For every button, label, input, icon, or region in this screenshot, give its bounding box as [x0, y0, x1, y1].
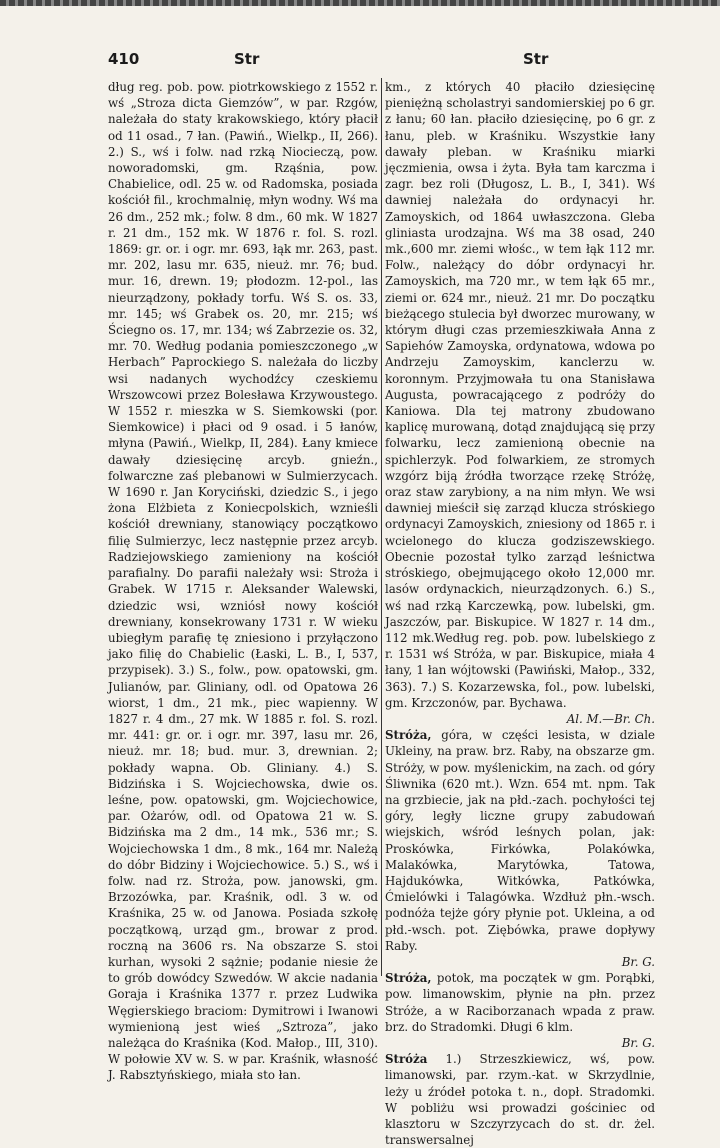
left-running-title: Str — [234, 50, 260, 68]
author-signature: Al. M.—Br. Ch. — [566, 711, 655, 726]
right-running-title: Str — [523, 50, 549, 68]
right-column — [385, 79, 655, 1148]
author-signature: Br. G. — [621, 954, 655, 969]
entry-text: potok, ma początek w gm. Porąbki, pow. limanowskim, płynie na płn. przez Stróże, a w Raciborzanach wpada z praw. brz. do Stradomki. Długi 6 klm. — [385, 971, 655, 1034]
entry-stroza-potok — [385, 970, 655, 1035]
entry-text: 1.) Strzeszkiewicz, wś, pow. limanowski, par. rzym.-kat. w Skrzydlnie, leży u źródeł potoka t. n., dopł. Stradomki. W pobliżu wsi prowadzi gościniec od klasztoru w Szczyrzycach do st. dr. żel. transwersalnej — [385, 1052, 655, 1148]
entry-stroza-gora — [385, 727, 655, 954]
column-divider — [381, 78, 382, 976]
scan-top-edge — [0, 0, 720, 6]
page-header — [108, 50, 664, 74]
left-column-text: dług reg. pob. pow. piotrkowskiego z 1552 r. wś „Stroza dicta Giemzów”, w par. Rzgów, należała do staty krakowskiego, który płacił od 11 osad., 7 łan. (Pawiń., Wielkp., II, 266). 2.) S., wś i folw. nad rzką Niocieczą, pow. noworadomski, gm. Rząśnia, pow. Chabielice, odl. 25 w. od Radomska, posiada kościół fil., krochmalnię, młyn wodny. Wś ma 26 dm., 252 mk.; folw. 8 dm., 60 mk. W 1827 r. 21 dm., 152 mk. W 1876 r. fol. S. rozl. 1869: gr. or. i ogr. mr. 693, łąk mr. 263, past. mr. 202, lasu mr. 635, nieuż. mr. 76; bud. mur. 16, drewn. 19; płodozm. 12-pol., las nieurządzony, pokłady torfu. Wś S. os. 33, mr. 145; wś Grabek os. 20, mr. 215; wś Ściegno os. 17, mr. 134; wś Zabrzezie os. 32, mr. 70. Według podania pomieszczonego „w Herbach” Paprockiego S. należała do liczby wsi nadanych wychodźcy czeskiemu Wrszowcowi przez Bolesława Krzywoustego. W 1552 r. mieszka w S. Siemkowski (por. Siemkowice) i płaci od 9 osad. i 5 łanów, młyna (Pawiń., Wielkp, II, 284). Łany kmiece dawały dziesięcinę arcyb. gnieźn., folwarczne zaś plebanowi w Sulmierzycach. W 1690 r. Jan Koryciński, dziedzic S., i jego żona Elżbieta z Koniecpolskich, wznieśli kościół drewniany, stanowiący początkowo filię Sulmierzyc, lecz następnie przez arcyb. Radziejowskiego zamieniony na kościół parafialny. Do parafii należały wsi: Stroża i Grabek. W 1715 r. Aleksander Walewski, dziedzic wsi, wzniósł nowy kościół drewniany, konsekrowany 1731 r. W wieku ubiegłym parafię tę zniesiono i przyłączono jako filię do Chabielic (Łaski, L. B., I, 537, przypisek). 3.) S., folw., pow. opatowski, gm. Julianów, par. Gliniany, odl. od Opatowa 26 wiorst, 1 dm., 21 mk., piec wapienny. W 1827 r. 4 dm., 27 mk. W 1885 r. fol. S. rozl. mr. 441: gr. or. i ogr. mr. 397, lasu mr. 26, nieuż. mr. 18; bud. mur. 3, drewnian. 2; pokłady wapna. Ob. Gliniany. 4.) S. Bidzińska i S. Wojciechowska, dwie os. leśne, pow. opatowski, gm. Wojciechowice, par. Ożarów, odl. od Opatowa 21 w. S. Bidzińska ma 2 dm., 14 mk., 536 mr.; S. Wojciechowska 1 dm., 8 mk., 164 mr. Należą do dóbr Bidziny i Wojciechowice. 5.) S., wś i folw. nad rz. Stroża, pow. janowski, gm. Brzozówka, par. Kraśnik, odl. 3 w. od Kraśnika, 25 w. od Janowa. Posiada szkołę początkową, urząd gm., browar z prod. roczną na 3606 rs. Na obszarze S. stoi kurhan, wysoki 2 sążnie; podanie niesie że to grób dowódcy Szwedów. W akcie nadania Goraja i Kraśnika 1377 r. przez Ludwika Węgierskiego braciom: Dymitrowi i Iwanowi wymienioną jest wieś „Sztroza”, jako należąca do Kraśnika (Kod. Małop., III, 310). W połowie XV w. S. w par. Kraśnik, własność J. Rabsztyńskiego, miała sto łan. — [108, 80, 378, 1083]
entry-continuation: km., z których 40 płaciło dziesięcinę pieniężną scholastryi sandomierskiej po 6 gr. z łanu; 60 łan. płaciło dziesięcinę, po 6 gr. z łanu, pleb. w Kraśniku. Wszystkie łany dawały pleban. w Kraśniku miarki jęczmienia, owsa i żyta. Była tam karczma i zagr. bez roli (Długosz, L. B., I, 341). Wś dawniej należała do ordynacyi hr. Zamoyskich, od 1864 uwłaszczona. Gleba gliniasta urodzajna. Wś ma 38 osad, 240 mk.,600 mr. ziemi włośc., w tem łąk 112 mr. Folw., należący do dóbr ordynacyi hr. Zamoyskich, ma 720 mr., w tem łąk 65 mr., ziemi or. 624 mr., nieuż. 21 mr. Do początku bieżącego stulecia był dworzec murowany, w którym długi czas przemieszkiwała Anna z Sapiehów Zamoyska, ordynatowa, wdowa po Andrzeju Zamoyskim, kanclerzu w. koronnym. Przyjmowała tu ona Stanisława Augusta, powracającego z podróży do Kaniowa. Dla tej matrony zbudowano kaplicę murowaną, dotąd znajdującą się przy folwarku, lecz zamienioną obecnie na spichlerzyk. Pod folwarkiem, ze stromych wzgórz biją źródła tworzące rzekę Stróżę, oraz staw zarybiony, a na nim młyn. We wsi dawniej mieścił się zarząd klucza stróskiego ordynacyi Zamoyskich, zniesiony od 1865 r. i wcielonego do klucza godziszewskiego. Obecnie pozostał tylko zarząd leśnictwa stróskiego, obejmującego około 12,000 mr. lasów ordynackich, nieurządzonych. 6.) S., wś nad rzką Karczewką, pow. lubelski, gm. Jaszczów, par. Biskupice. W 1827 r. 14 dm., 112 mk.Według reg. pob. pow. lubelskiego z r. 1531 wś Stróża, w par. Biskupice, miała 4 łany, 1 łan wójtowski (Pawiński, Małop., 332, 363). 7.) S. Kozarzewska, fol., pow. lubelski, gm. Krzczonów, par. Bychawa. — [385, 80, 655, 710]
headword: Stróża, — [385, 728, 432, 743]
entry-stroza-wies — [385, 1051, 655, 1148]
entry-text: góra, w części lesista, w dziale Ukleiny, na praw. brz. Raby, na obszarze gm. Stróży, w pow. myślenickim, na zach. od góry Śliwnika (620 mt.). Wzn. 654 mt. npm. Tak na grzbiecie, jak na płd.-zach. pochyłości tej góry, legły liczne grupy zabudowań wiejskich, wśród leśnych polan, jak: Proskówka, Firkówka, Polakówka, Malakówka, Marytówka, Tatowa, Hajdukówka, Witkówka, Patkówka, Ćmielówki i Talagówka. Wzdłuż płn.-wsch. podnóża tejże góry płynie pot. Ukleina, a od płd.-wsch. pot. Ziębówka, prawe dopływy Raby. — [385, 728, 656, 953]
left-column — [108, 79, 378, 1084]
headword: Stróża, — [385, 971, 432, 986]
page-number: 410 — [108, 50, 140, 68]
headword: Stróża — [385, 1052, 428, 1067]
author-signature: Br. G. — [621, 1035, 655, 1050]
